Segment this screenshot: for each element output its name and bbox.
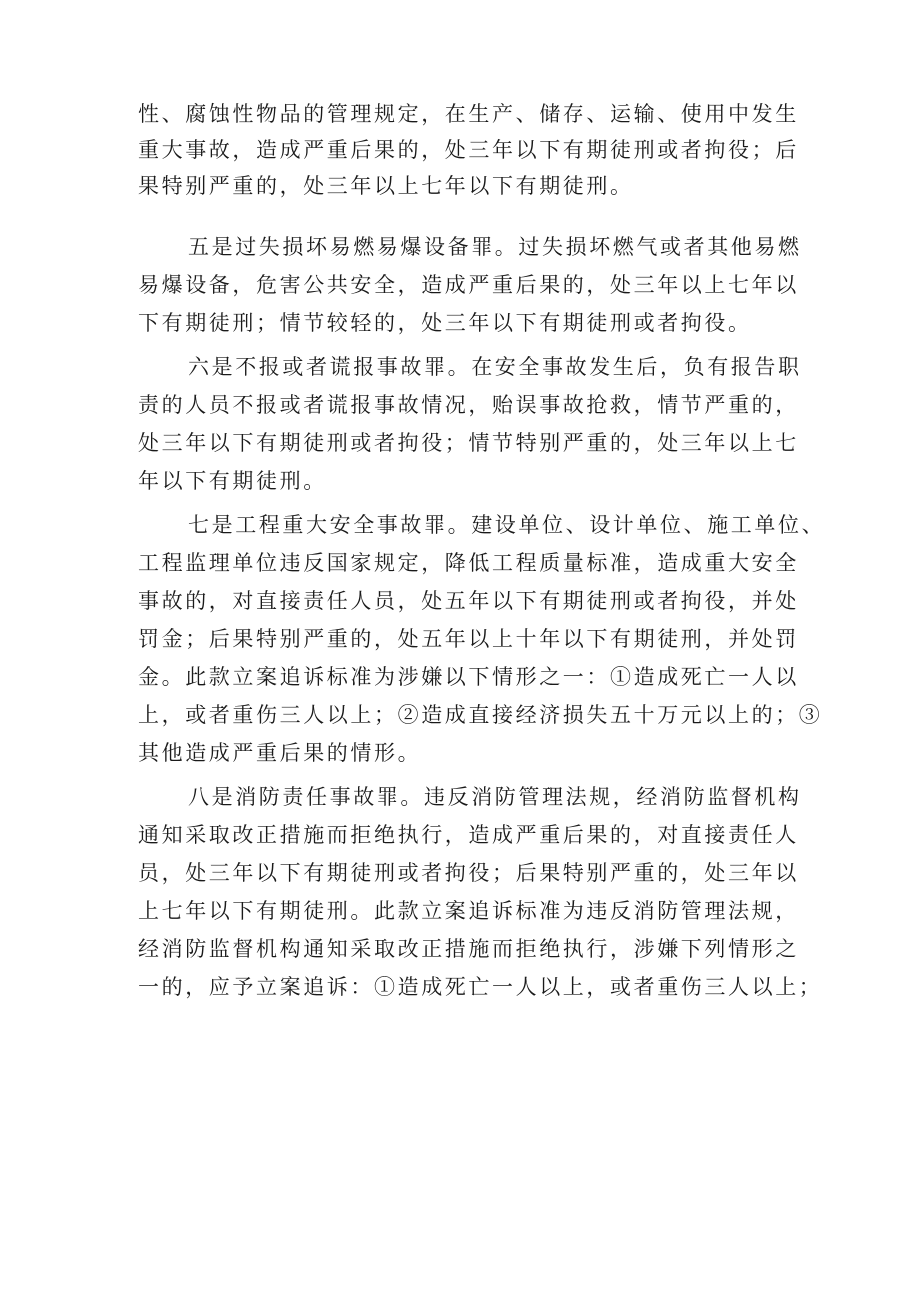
text-line: 果特别严重的，处三年以上七年以下有期徒刑。 xyxy=(138,174,634,198)
document-body xyxy=(138,96,826,1006)
text-line: 事故的，对直接责任人员，处五年以下有期徒刑或者拘役，并处 xyxy=(138,589,799,613)
text-line: 年以下有期徒刑。 xyxy=(138,469,327,493)
paragraph-item-8 xyxy=(138,778,823,1006)
paragraph-continuation xyxy=(138,96,798,204)
paragraph-item-5 xyxy=(138,228,802,342)
text-line: 六是不报或者谎报事故罪。在安全事故发生后，负有报告职 xyxy=(188,355,802,379)
text-line: 金。此款立案追诉标准为涉嫌以下情形之一：①造成死亡一人以 xyxy=(138,665,799,689)
text-line: 性、腐蚀性物品的管理规定，在生产、储存、运输、使用中发生 xyxy=(138,102,799,126)
text-line: 责的人员不报或者谎报事故情况，贻误事故抢救，情节严重的， xyxy=(138,393,799,417)
text-line: 一的，应予立案追诉：①造成死亡一人以上，或者重伤三人以上； xyxy=(138,975,823,999)
text-line: 经消防监督机构通知采取改正措施而拒绝执行，涉嫌下列情形之 xyxy=(138,937,799,961)
text-line: 下有期徒刑；情节较轻的，处三年以下有期徒刑或者拘役。 xyxy=(138,311,752,335)
text-line: 七是工程重大安全事故罪。建设单位、设计单位、施工单位、 xyxy=(188,513,826,537)
paragraph-item-6 xyxy=(138,348,802,500)
text-line: 处三年以下有期徒刑或者拘役；情节特别严重的，处三年以上七 xyxy=(138,431,799,455)
text-line: 其他造成严重后果的情形。 xyxy=(138,741,422,765)
text-line: 通知采取改正措施而拒绝执行，造成严重后果的，对直接责任人 xyxy=(138,823,799,847)
text-line: 五是过失损坏易燃易爆设备罪。过失损坏燃气或者其他易燃 xyxy=(188,235,802,259)
text-line: 工程监理单位违反国家规定，降低工程质量标准，造成重大安全 xyxy=(138,551,799,575)
text-line: 上，或者重伤三人以上；②造成直接经济损失五十万元以上的；③ xyxy=(138,703,823,727)
text-line: 罚金；后果特别严重的，处五年以上十年以下有期徒刑，并处罚 xyxy=(138,627,799,651)
text-line: 上七年以下有期徒刑。此款立案追诉标准为违反消防管理法规， xyxy=(138,899,799,923)
text-line: 员，处三年以下有期徒刑或者拘役；后果特别严重的，处三年以 xyxy=(138,861,799,885)
text-line: 易爆设备，危害公共安全，造成严重后果的，处三年以上七年以 xyxy=(138,273,799,297)
paragraph-item-7 xyxy=(138,506,826,772)
text-line: 重大事故，造成严重后果的，处三年以下有期徒刑或者拘役；后 xyxy=(138,138,799,162)
text-line: 八是消防责任事故罪。违反消防管理法规，经消防监督机构 xyxy=(188,785,802,809)
